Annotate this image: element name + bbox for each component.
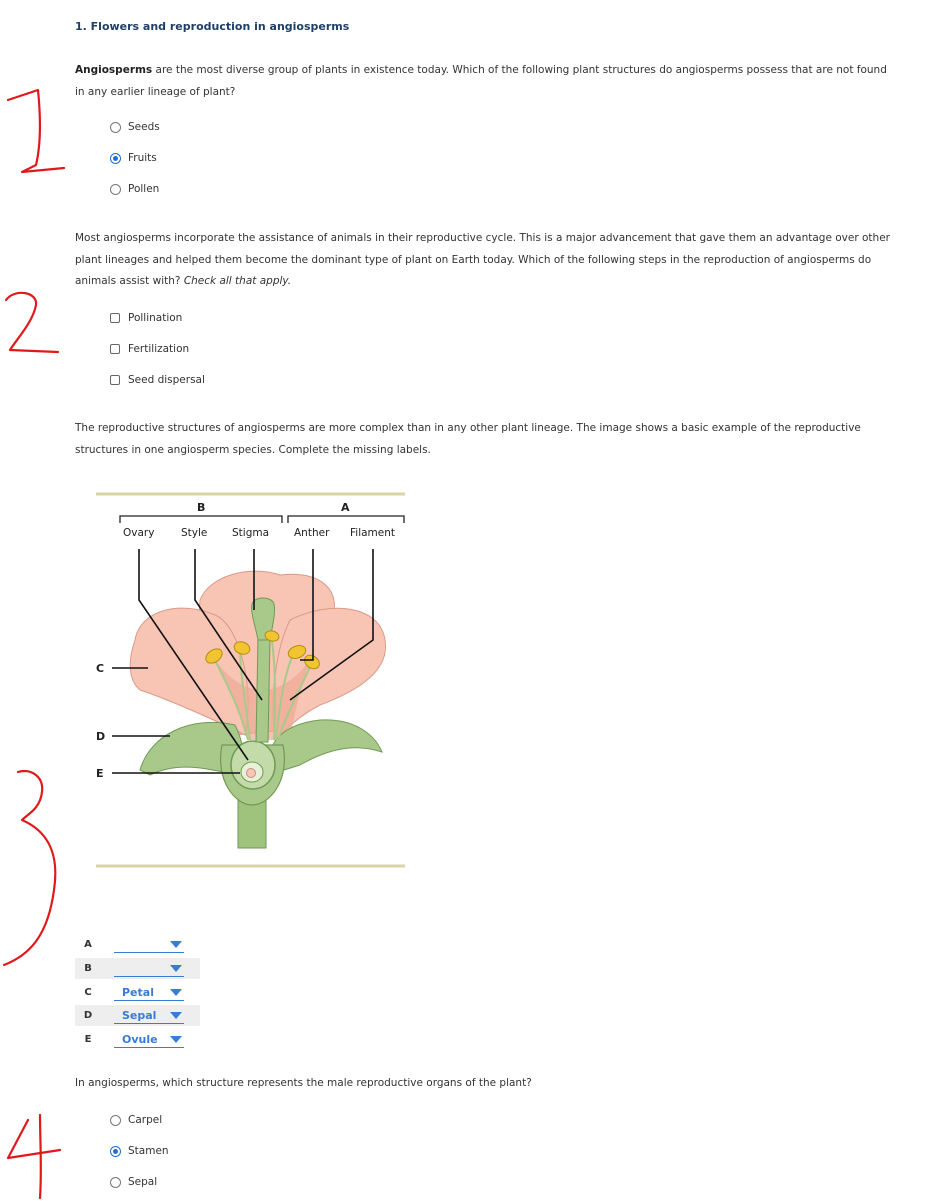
option-seeds[interactable]	[110, 119, 160, 135]
dropdown-a[interactable]	[114, 936, 184, 953]
option-label: Pollination	[128, 312, 183, 324]
annotation-number-1	[8, 90, 64, 172]
style	[256, 638, 270, 742]
option-label: Stamen	[128, 1145, 169, 1157]
dropdown-value: Petal	[122, 985, 154, 999]
checkbox[interactable]	[110, 344, 120, 354]
petal-inner	[215, 660, 310, 740]
option-pollination[interactable]	[110, 310, 182, 326]
answer-row-b	[75, 958, 200, 979]
radio-button[interactable]	[110, 1115, 121, 1126]
ovary	[231, 741, 275, 789]
option-pollen[interactable]	[110, 181, 159, 197]
answer-row-c	[75, 982, 200, 1003]
label-ovary: Ovary	[123, 527, 155, 539]
radio-button-selected[interactable]	[110, 153, 121, 164]
checkbox[interactable]	[110, 375, 120, 385]
group-letter-a: A	[341, 501, 350, 514]
side-letter-c: C	[96, 662, 105, 675]
label-filament: Filament	[350, 527, 396, 539]
option-label: Fruits	[128, 152, 157, 164]
filaments	[215, 640, 312, 740]
option-label: Pollen	[128, 183, 160, 195]
option-sepal[interactable]	[110, 1174, 157, 1190]
leader-lines	[112, 549, 373, 773]
answer-letter: D	[83, 1010, 93, 1021]
side-letter-d: D	[96, 730, 106, 743]
option-label: Carpel	[128, 1114, 163, 1126]
sepal-right	[268, 720, 382, 775]
petal-right	[273, 608, 385, 740]
label-stigma: Stigma	[232, 527, 270, 539]
question-4-text: In angiosperms, which structure represents the male reproductive organs of the plant?	[75, 1077, 532, 1089]
dropdown-arrow-icon[interactable]	[170, 1036, 182, 1043]
option-fertilization[interactable]	[110, 341, 189, 357]
side-letter-e: E	[96, 767, 104, 780]
option-label: Fertilization	[128, 343, 190, 355]
question-1-bold-lead: Angiosperms	[75, 64, 153, 76]
petal-left	[130, 608, 248, 735]
question-2-instruction: Check all that apply.	[183, 275, 292, 287]
answer-letter: A	[84, 939, 92, 950]
question-3-text: The reproductive structures of angiosperms are more complex than in any other plant lineage. The image shows a basic example of the reproductive structures in one angiosperm species. Complete the missing labels.	[75, 422, 861, 456]
handwritten-annotations	[0, 0, 80, 1201]
answer-row-a	[75, 934, 200, 955]
dropdown-b[interactable]	[114, 960, 184, 977]
question-1-body: are the most diverse group of plants in existence today. Which of the following plant structures do angiosperms possess that are not found in any earlier lineage of plant?	[75, 64, 887, 98]
dropdown-arrow-icon[interactable]	[170, 965, 182, 972]
label-anther: Anther	[294, 527, 330, 539]
dropdown-d[interactable]	[114, 1007, 184, 1024]
checkbox[interactable]	[110, 313, 120, 323]
option-label: Seeds	[128, 121, 160, 133]
bracket-a	[288, 516, 404, 523]
answer-row-d	[75, 1005, 200, 1026]
option-fruits[interactable]	[110, 150, 157, 166]
dropdown-arrow-icon[interactable]	[170, 941, 182, 948]
radio-button[interactable]	[110, 122, 121, 133]
question-1-text	[75, 60, 895, 103]
radio-button[interactable]	[110, 1177, 121, 1188]
stigma	[252, 598, 275, 640]
annotation-number-3	[4, 771, 55, 965]
annotation-number-2	[6, 293, 58, 352]
radio-button[interactable]	[110, 184, 121, 195]
dropdown-arrow-icon[interactable]	[170, 989, 182, 996]
dropdown-value: Sepal	[122, 1008, 157, 1022]
ovule-chamber	[241, 762, 263, 782]
option-seed-dispersal[interactable]	[110, 372, 205, 388]
group-letter-b: B	[197, 501, 206, 514]
annotation-number-4	[8, 1115, 60, 1198]
label-style: Style	[181, 527, 208, 539]
answer-letter: E	[84, 1034, 92, 1045]
option-label: Seed dispersal	[128, 374, 205, 386]
stem	[238, 780, 266, 848]
answer-row-e	[75, 1029, 200, 1050]
question-2-body: Most angiosperms incorporate the assistance of animals in their reproductive cycle. This is a major advancement that gave them an advantage over other plant lineages and helped them become the dominant type of plant on Earth today. Which of the following steps in the reproduction of angiosperms do animals assist with?	[75, 232, 890, 287]
question-title: 1. Flowers and reproduction in angiosperms	[75, 20, 350, 33]
answer-letter: C	[84, 987, 92, 998]
radio-button-selected[interactable]	[110, 1146, 121, 1157]
dropdown-value: Ovule	[122, 1032, 158, 1046]
option-label: Sepal	[128, 1176, 158, 1188]
receptacle	[221, 745, 285, 805]
dropdown-c[interactable]	[114, 984, 184, 1001]
option-carpel[interactable]	[110, 1112, 162, 1128]
anthers	[203, 629, 322, 671]
bracket-b	[120, 516, 282, 523]
option-stamen[interactable]	[110, 1143, 169, 1159]
question-2-text	[75, 228, 895, 293]
dropdown-e[interactable]	[114, 1031, 184, 1048]
ovule	[247, 769, 256, 778]
dropdown-arrow-icon[interactable]	[170, 1012, 182, 1019]
sepal-left	[140, 722, 243, 775]
answer-letter: B	[84, 963, 92, 974]
petal-back	[199, 571, 334, 735]
